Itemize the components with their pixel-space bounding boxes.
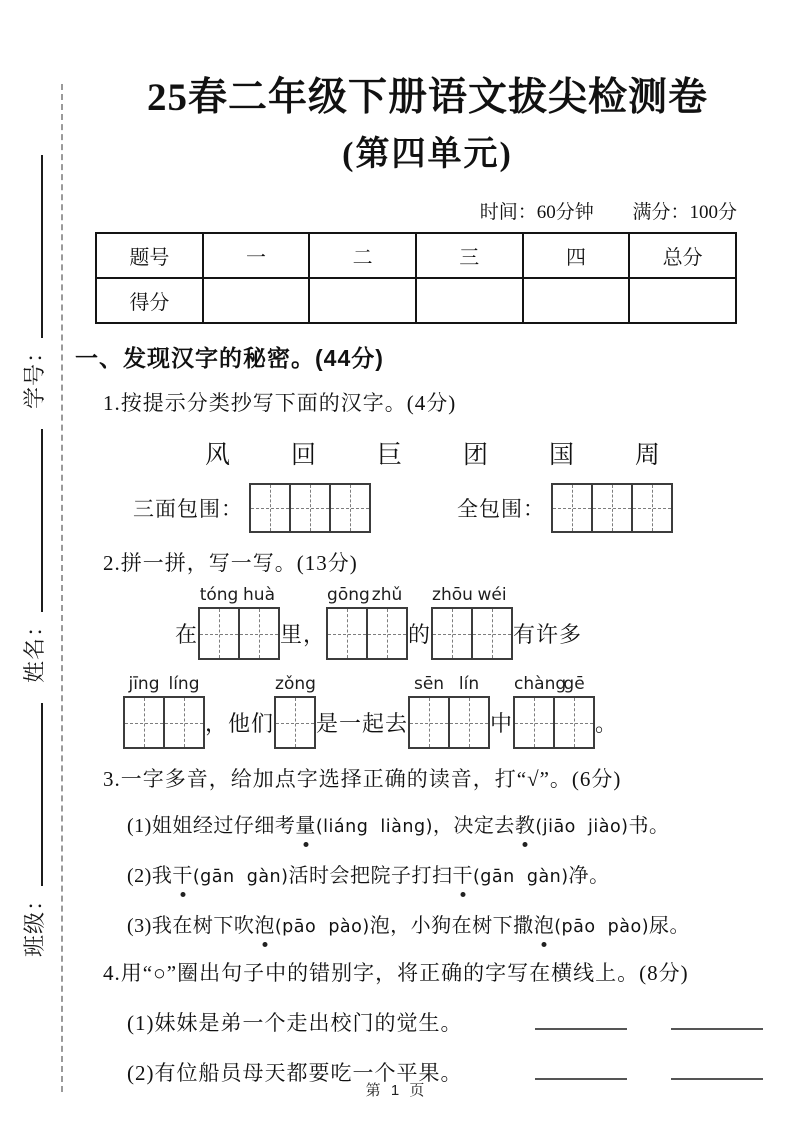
seal-fold-line bbox=[61, 84, 63, 1092]
tian-grid bbox=[326, 607, 408, 660]
score-table bbox=[95, 232, 737, 324]
student-info-sidebar bbox=[5, 126, 61, 966]
score-table-column-header: 二 bbox=[309, 233, 416, 278]
tian-cell bbox=[331, 485, 369, 531]
pinyin-label-row bbox=[514, 674, 594, 694]
q1-grid-group bbox=[133, 483, 371, 533]
tian-cell bbox=[410, 698, 450, 747]
q3-item bbox=[127, 809, 780, 843]
tian-grid bbox=[431, 607, 513, 660]
tian-cell bbox=[473, 609, 511, 658]
full-score-label: 满分：100分 bbox=[632, 202, 737, 223]
pinyin-label: wéi bbox=[477, 585, 507, 605]
q2-text-segment: 的 bbox=[408, 622, 432, 647]
tian-cell bbox=[553, 485, 593, 531]
q3-text-segment: (3)我在树下吹 bbox=[127, 915, 255, 937]
pinyin-label-row bbox=[409, 674, 489, 694]
q2-text-segment: 中 bbox=[490, 711, 514, 736]
pinyin-label: jīng bbox=[128, 674, 160, 694]
q3-item-list bbox=[75, 809, 780, 943]
q1-answer-grids bbox=[133, 483, 780, 533]
score-table-header-row bbox=[96, 233, 736, 278]
score-table-corner: 题号 bbox=[96, 233, 203, 278]
section-one-heading: 一、发现汉字的秘密。(44分) bbox=[75, 345, 384, 371]
sidebar-fill-line bbox=[23, 429, 43, 612]
pinyin-label: líng bbox=[168, 674, 200, 694]
exam-content bbox=[75, 0, 780, 1087]
score-cell bbox=[523, 278, 630, 323]
hanzi-list bbox=[205, 435, 660, 471]
tian-cell bbox=[515, 698, 555, 747]
q1-grid-group bbox=[457, 483, 673, 533]
exam-meta bbox=[75, 197, 737, 224]
q2-text-segment: 有许多 bbox=[513, 622, 583, 647]
q3-text-segment: ，决定去 bbox=[432, 815, 515, 837]
pinyin-label: zhōu bbox=[432, 585, 473, 605]
q2-prompt: 2.拼一拼，写一写。(13分) bbox=[103, 551, 358, 575]
hanzi-item: 周 bbox=[634, 442, 660, 469]
tian-cell bbox=[593, 485, 633, 531]
q3-item bbox=[127, 909, 780, 943]
answer-blank bbox=[535, 1057, 627, 1080]
sidebar-fill-line bbox=[23, 155, 43, 338]
pinyin-label: zhǔ bbox=[371, 585, 403, 605]
score-table-column-header: 一 bbox=[203, 233, 310, 278]
sidebar-field-label: 班级： bbox=[21, 888, 47, 958]
time-limit-label: 时间：60分钟 bbox=[479, 202, 594, 223]
writing-grid bbox=[123, 674, 205, 749]
tian-cell bbox=[125, 698, 165, 747]
q4-item-list bbox=[75, 1007, 780, 1087]
score-row-label: 得分 bbox=[96, 278, 203, 323]
emphasis-dot-character: 教 bbox=[515, 809, 536, 843]
pinyin-label: gē bbox=[563, 674, 585, 694]
grid-group-label: 全包围： bbox=[457, 497, 545, 521]
score-table-score-row bbox=[96, 278, 736, 323]
emphasis-dot-character: 量 bbox=[295, 809, 316, 843]
q3-text-segment: 尿。 bbox=[649, 915, 691, 937]
grid-group-label: 三面包围： bbox=[133, 497, 243, 521]
pinyin-label: chàng bbox=[514, 674, 567, 694]
pinyin-choice: (liáng liàng) bbox=[315, 817, 433, 837]
hanzi-item: 团 bbox=[462, 442, 488, 469]
writing-grid bbox=[326, 585, 408, 660]
score-cell bbox=[629, 278, 736, 323]
pinyin-choice: (pāo pào) bbox=[554, 917, 650, 937]
answer-blank bbox=[535, 1007, 627, 1030]
pinyin-choice: (jiāo jiào) bbox=[535, 817, 629, 837]
pinyin-label-row bbox=[199, 585, 279, 605]
hanzi-item: 回 bbox=[290, 442, 316, 469]
q1-prompt: 1.按提示分类抄写下面的汉字。(4分) bbox=[103, 391, 457, 415]
tian-cell bbox=[291, 485, 331, 531]
answer-blank bbox=[671, 1057, 763, 1080]
q3-text-segment: 净。 bbox=[568, 865, 610, 887]
pinyin-label: sēn bbox=[413, 674, 445, 694]
pinyin-label-row bbox=[432, 585, 512, 605]
q2-text-segment: ，他们 bbox=[205, 711, 275, 736]
hanzi-item: 风 bbox=[205, 442, 231, 469]
emphasis-dot-character: 泡 bbox=[534, 909, 555, 943]
pinyin-choice: (pāo pào) bbox=[274, 917, 370, 937]
writing-grid bbox=[249, 483, 371, 533]
tian-grid bbox=[249, 483, 371, 533]
score-table-column-header: 四 bbox=[523, 233, 630, 278]
tian-cell bbox=[368, 609, 406, 658]
q3-prompt: 3.一字多音，给加点字选择正确的读音，打“√”。(6分) bbox=[103, 767, 622, 791]
writing-grid bbox=[198, 585, 280, 660]
tian-cell bbox=[200, 609, 240, 658]
pinyin-label: tóng bbox=[199, 585, 239, 605]
page-title: 25春二年级下册语文拔尖检测卷 bbox=[146, 76, 708, 119]
tian-cell bbox=[633, 485, 671, 531]
tian-cell bbox=[276, 698, 314, 747]
q2-line-1 bbox=[175, 585, 780, 660]
q3-text-segment: (2)我 bbox=[127, 865, 173, 887]
score-table-column-header: 三 bbox=[416, 233, 523, 278]
tian-cell bbox=[328, 609, 368, 658]
answer-blank bbox=[671, 1007, 763, 1030]
q2-text-segment: 在 bbox=[175, 622, 199, 647]
sidebar-field bbox=[18, 155, 49, 409]
q4-prompt: 4.用“○”圈出句子中的错别字，将正确的字写在横线上。(8分) bbox=[103, 961, 689, 985]
score-cell bbox=[309, 278, 416, 323]
pinyin-label: lín bbox=[458, 674, 480, 694]
score-cell bbox=[416, 278, 523, 323]
tian-cell bbox=[251, 485, 291, 531]
page-subtitle: (第四单元) bbox=[342, 136, 513, 173]
q2-text-segment: 是一起去 bbox=[316, 711, 409, 736]
tian-grid bbox=[408, 696, 490, 749]
hanzi-item: 国 bbox=[548, 442, 574, 469]
pinyin-label: gōng bbox=[327, 585, 370, 605]
sidebar-field-label: 学号： bbox=[21, 339, 47, 409]
q2-text-segment: 里， bbox=[280, 622, 327, 647]
writing-grid bbox=[431, 585, 513, 660]
q3-item bbox=[127, 859, 780, 893]
emphasis-dot-character: 干 bbox=[452, 859, 473, 893]
q2-text-segment: 。 bbox=[595, 711, 619, 736]
tian-grid bbox=[513, 696, 595, 749]
emphasis-dot-character: 干 bbox=[172, 859, 193, 893]
q4-sentence: (2)有位船员母天都要吃一个平果。 bbox=[127, 1061, 463, 1085]
tian-cell bbox=[240, 609, 278, 658]
q3-text-segment: 活时会把院子打扫 bbox=[288, 865, 453, 887]
score-cell bbox=[203, 278, 310, 323]
writing-grid bbox=[274, 674, 316, 749]
pinyin-label: huà bbox=[243, 585, 275, 605]
pinyin-choice: (gān gàn) bbox=[192, 867, 289, 887]
q3-text-segment: (1)姐姐经过仔细考 bbox=[127, 815, 296, 837]
q3-text-segment: 泡，小狗在树下撒 bbox=[369, 915, 534, 937]
tian-cell bbox=[555, 698, 593, 747]
tian-grid bbox=[123, 696, 205, 749]
q4-sentence: (1)妹妹是弟一个走出校门的觉生。 bbox=[127, 1011, 463, 1035]
page-number: 第 1 页 bbox=[365, 1082, 428, 1099]
pinyin-choice: (gān gàn) bbox=[472, 867, 569, 887]
hanzi-item: 巨 bbox=[376, 442, 402, 469]
tian-grid bbox=[551, 483, 673, 533]
pinyin-label-row bbox=[124, 674, 204, 694]
sidebar-fill-line bbox=[23, 703, 43, 886]
score-table-column-header: 总分 bbox=[629, 233, 736, 278]
sidebar-field bbox=[18, 429, 49, 683]
tian-grid bbox=[274, 696, 316, 749]
q4-item bbox=[127, 1007, 780, 1037]
tian-cell bbox=[165, 698, 203, 747]
q2-line-2 bbox=[123, 674, 780, 749]
emphasis-dot-character: 泡 bbox=[254, 909, 275, 943]
writing-grid bbox=[513, 674, 595, 749]
sidebar-field bbox=[18, 703, 49, 957]
q3-text-segment: 书。 bbox=[628, 815, 670, 837]
pinyin-label-row bbox=[327, 585, 407, 605]
tian-grid bbox=[198, 607, 280, 660]
tian-cell bbox=[450, 698, 488, 747]
writing-grid bbox=[408, 674, 490, 749]
pinyin-label: zǒng bbox=[275, 674, 316, 694]
sidebar-field-label: 姓名： bbox=[21, 614, 47, 684]
pinyin-label-row bbox=[275, 674, 315, 694]
tian-cell bbox=[433, 609, 473, 658]
writing-grid bbox=[551, 483, 673, 533]
